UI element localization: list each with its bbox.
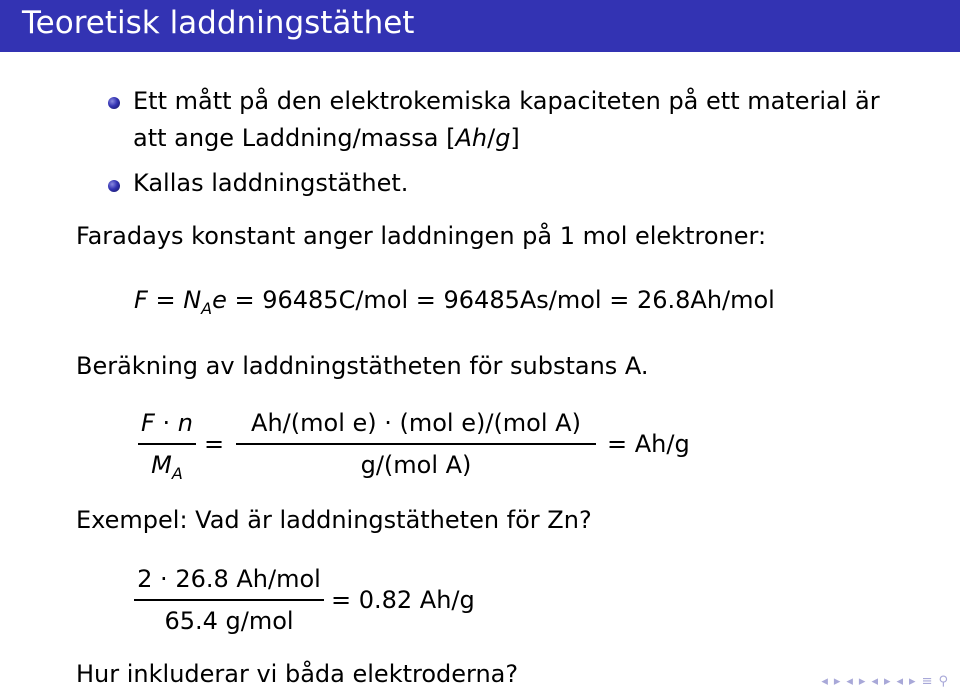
navigation-bar <box>821 674 948 690</box>
fraction-numerator: 2 · 26.8 Ah/mol <box>137 565 321 593</box>
equals-sign: = <box>204 430 225 458</box>
subsection-left-icon[interactable]: ◂ <box>871 674 878 689</box>
fraction-bar <box>236 443 596 445</box>
align-icon[interactable]: ≡ <box>921 674 933 689</box>
example-intro: Exempel: Vad är laddningstätheten för Zn? <box>76 506 592 534</box>
bullet-1-line-1: Ett mått på den elektrokemiska kapaciteten på ett material är <box>133 87 880 115</box>
nav-right-icon[interactable]: ▸ <box>833 674 841 689</box>
closing-question: Hur inkluderar vi båda elektroderna? <box>76 660 519 688</box>
fraction-f-n-over-ma <box>138 409 196 483</box>
section-right-icon[interactable]: ▸ <box>909 674 916 689</box>
fraction-numerator: F · n <box>141 409 193 437</box>
faraday-equation: $F = N_Ae = 96485C/mol = 96485As/mol = 26.8Ah/mol$ <box>134 286 775 318</box>
slide-title: Teoretisk laddningstäthet <box>22 5 415 41</box>
bullet-1-line-2: att ange Laddning/massa [Ah/g] <box>133 124 520 152</box>
faraday-intro: Faradays konstant anger laddningen på 1 mol elektroner: <box>76 222 767 250</box>
frame-left-icon[interactable]: ◂ <box>846 674 853 689</box>
fraction-zn <box>134 565 324 635</box>
result-zn: = 0.82 Ah/g <box>331 586 475 614</box>
result-units: = Ah/g <box>607 430 690 458</box>
fraction-units <box>236 409 596 479</box>
fraction-denominator: g/(mol A) <box>360 450 472 479</box>
fraction-denominator: 65.4 g/mol <box>164 606 294 635</box>
fraction-numerator: Ah/(mol e) · (mol e)/(mol A) <box>251 409 581 437</box>
nav-left-icon[interactable]: ◂ <box>821 674 828 689</box>
search-icon[interactable]: ⚲ <box>938 674 948 689</box>
subsection-right-icon[interactable]: ▸ <box>883 674 891 689</box>
fraction-denominator: $M_A$ <box>151 450 183 483</box>
calc-intro: Beräkning av laddningstätheten för substans A. <box>76 352 649 380</box>
bullet-2-text: Kallas laddningstäthet. <box>133 169 409 197</box>
fraction-bar <box>134 599 324 601</box>
fraction-bar <box>138 443 196 445</box>
section-left-icon[interactable]: ◂ <box>896 674 904 689</box>
title-bar <box>0 0 960 52</box>
bullet-icon <box>108 97 120 109</box>
frame-right-icon[interactable]: ▸ <box>858 674 866 689</box>
bullet-icon <box>108 180 120 192</box>
